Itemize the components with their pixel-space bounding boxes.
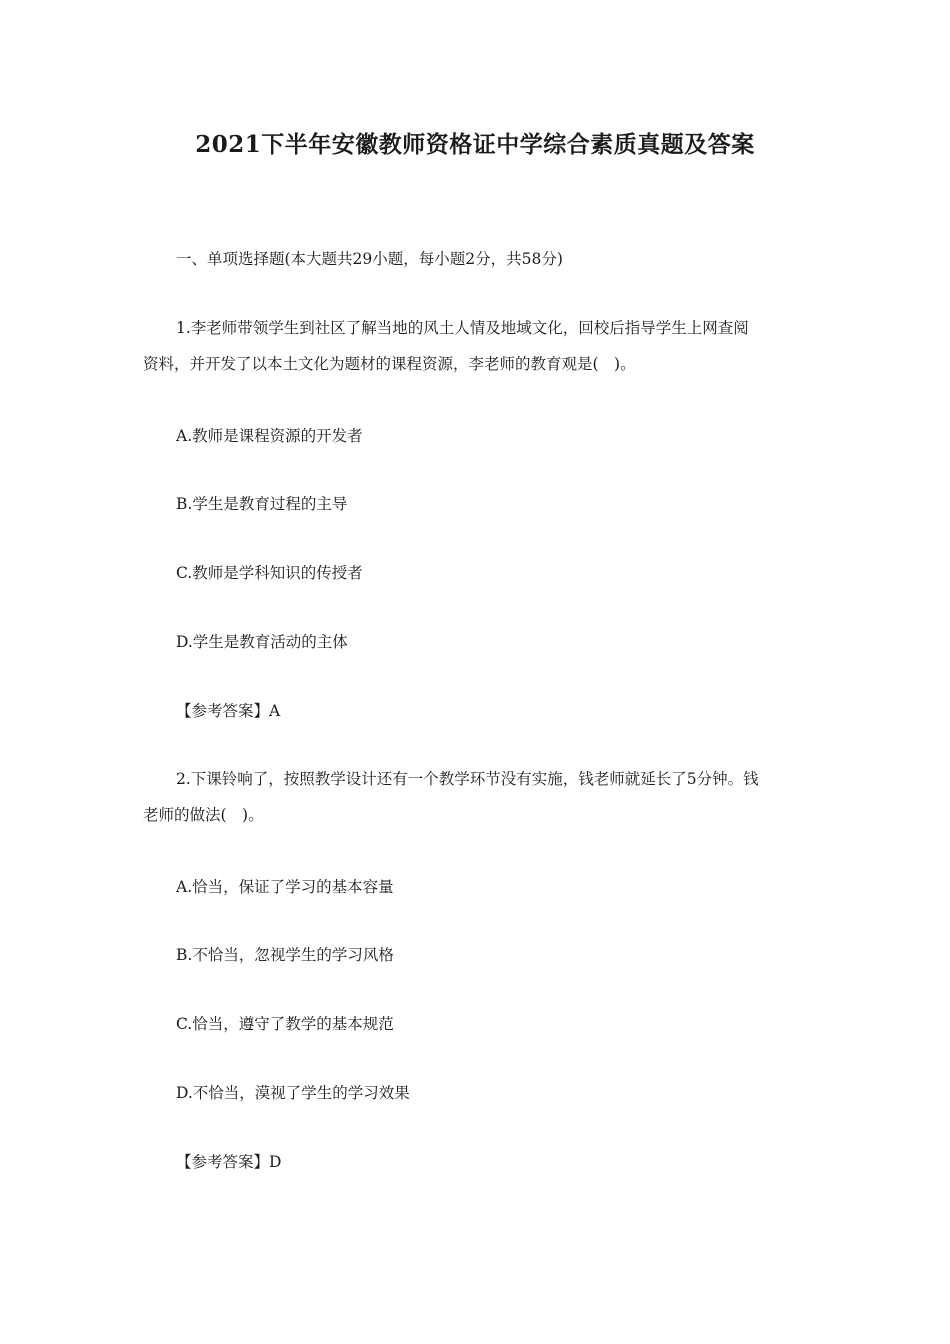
question-1-option-c: C.教师是学科知识的传授者	[176, 564, 363, 582]
question-2-option-d: D.不恰当，漠视了学生的学习效果	[176, 1084, 410, 1102]
question-2-stem-line-1: 2.下课铃响了，按照教学设计还有一个教学环节没有实施，钱老师就延长了5分钟。钱	[176, 770, 759, 788]
document-title: 2021下半年安徽教师资格证中学综合素质真题及答案	[195, 131, 755, 158]
question-2-option-c: C.恰当，遵守了教学的基本规范	[176, 1015, 394, 1033]
question-2-answer: 【参考答案】D	[176, 1153, 282, 1171]
question-2-option-b: B.不恰当，忽视学生的学习风格	[176, 946, 394, 964]
question-1-option-b: B.学生是教育过程的主导	[176, 495, 348, 513]
question-1-answer: 【参考答案】A	[176, 702, 281, 720]
section-heading: 一、单项选择题(本大题共29小题，每小题2分，共58分)	[176, 250, 563, 268]
question-1-option-d: D.学生是教育活动的主体	[176, 633, 348, 651]
question-2-option-a: A.恰当，保证了学习的基本容量	[176, 878, 394, 896]
question-1-option-a: A.教师是课程资源的开发者	[176, 427, 363, 445]
question-2-stem-line-2: 老师的做法( )。	[143, 806, 264, 824]
question-1-stem-line-1: 1.李老师带领学生到社区了解当地的风土人情及地域文化，回校后指导学生上网查阅	[176, 319, 749, 337]
question-1-stem-line-2: 资料，并开发了以本土文化为题材的课程资源，李老师的教育观是( )。	[143, 355, 636, 373]
